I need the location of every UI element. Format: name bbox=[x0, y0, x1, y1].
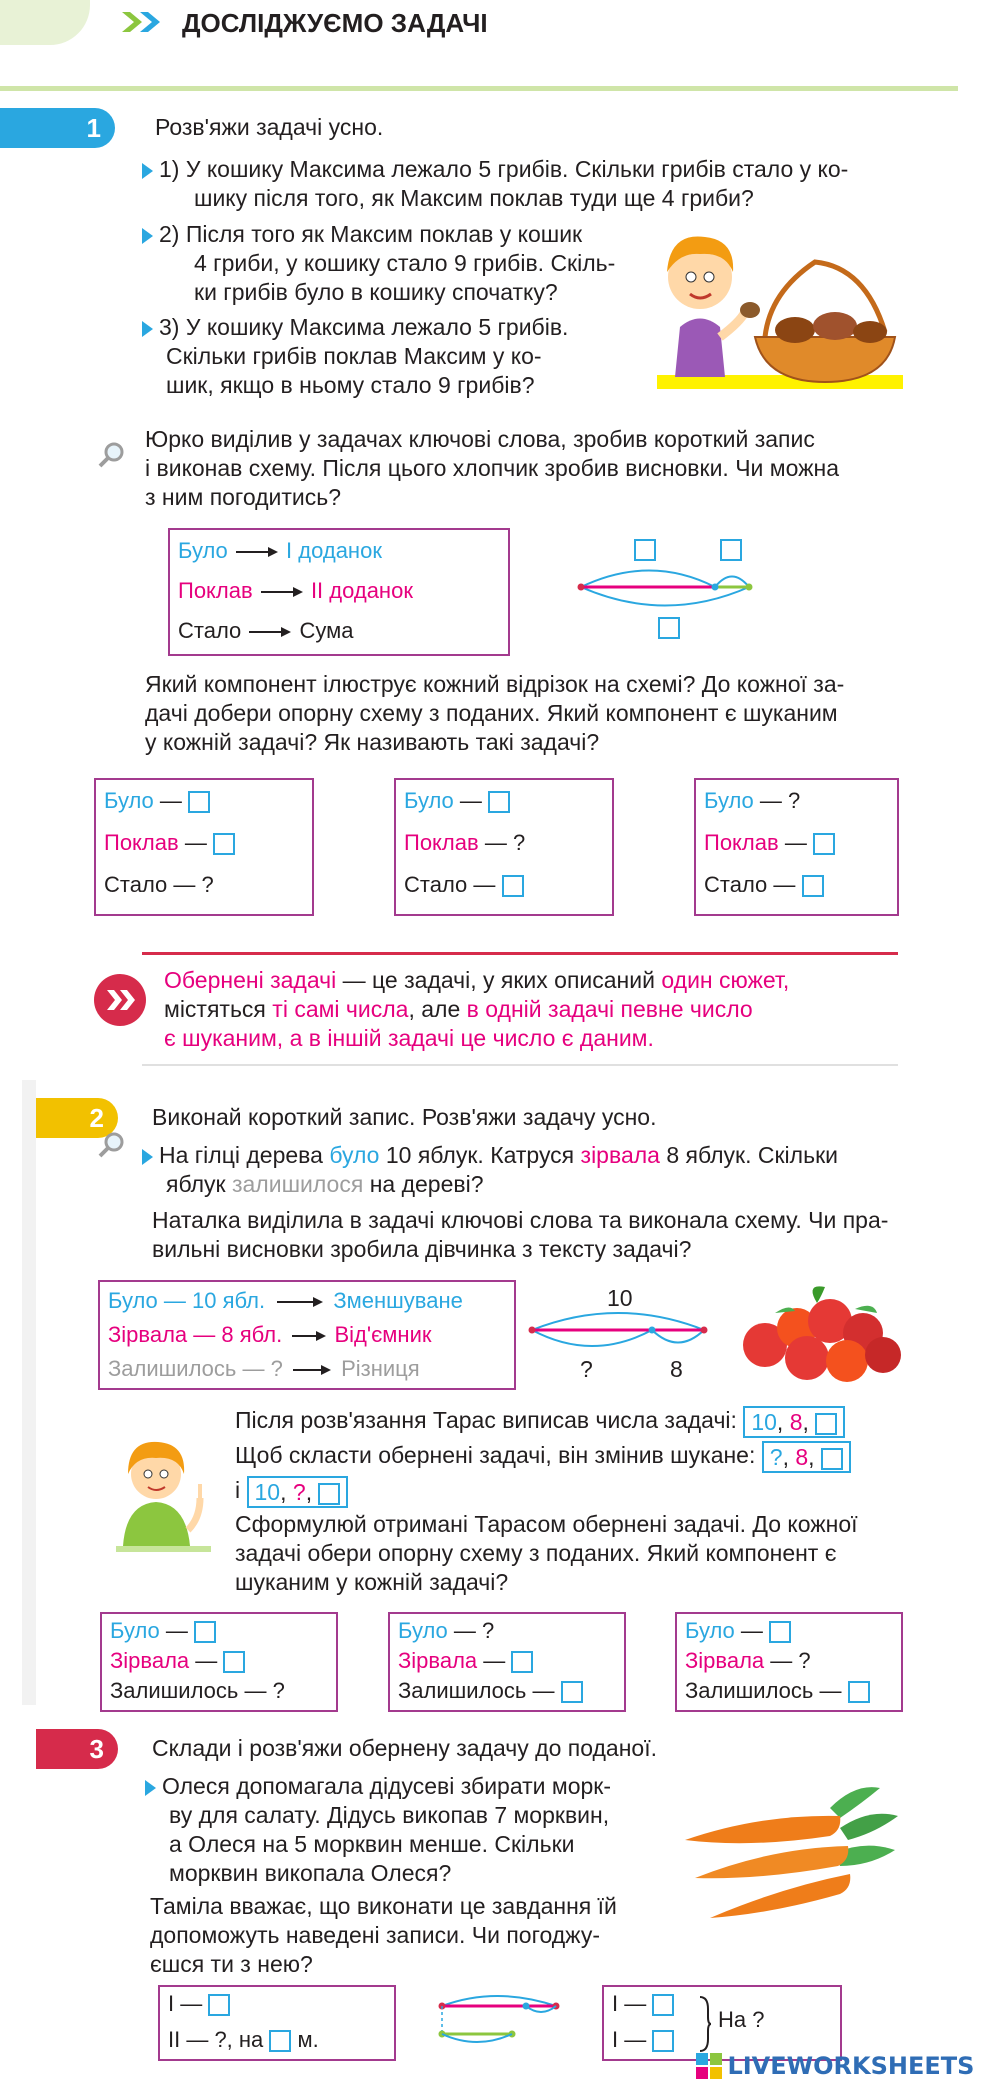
numbers-box: ?, 8, bbox=[762, 1441, 851, 1473]
task3-segment-diagram bbox=[436, 1986, 566, 2056]
page-title: ДОСЛІДЖУЄМО ЗАДАЧІ bbox=[182, 8, 488, 38]
arrow-right-icon bbox=[289, 1364, 335, 1376]
taras-line-3: і 10, ?, bbox=[235, 1476, 348, 1508]
task1-option-c: Було — ? Поклав — Стало — bbox=[694, 778, 899, 916]
task2-seg-8-label: 8 bbox=[670, 1356, 683, 1382]
task2-option-c: Було — Зірвала — ? Залишилось — bbox=[675, 1612, 903, 1712]
task2-seg-top-label: 10 bbox=[607, 1285, 633, 1311]
bullet-arrow-icon bbox=[142, 163, 153, 179]
answer-box[interactable] bbox=[208, 1994, 230, 2016]
rule-top-line bbox=[142, 952, 898, 955]
answer-box[interactable] bbox=[213, 833, 235, 855]
answer-box[interactable] bbox=[813, 833, 835, 855]
taras-line-2: Щоб скласти обернені задачі, він змінив шукане: ?, 8, bbox=[235, 1441, 851, 1473]
task1-intro: Розв'яжи задачі усно. bbox=[155, 114, 384, 140]
answer-box[interactable] bbox=[561, 1681, 583, 1703]
apples-illustration bbox=[735, 1283, 905, 1383]
header-divider bbox=[0, 86, 958, 91]
rule-arrow-icon bbox=[92, 972, 148, 1028]
numbers-box: 10, ?, bbox=[247, 1476, 349, 1508]
bullet-arrow-icon bbox=[142, 1149, 153, 1165]
task1-segment-diagram bbox=[575, 536, 765, 648]
task2-option-a: Було — Зірвала — Залишилось — ? bbox=[100, 1612, 338, 1712]
answer-box[interactable] bbox=[652, 2030, 674, 2052]
task1-scheme-key: Було І доданок Поклав ІІ доданок Стало Сума bbox=[168, 528, 510, 656]
arrow-right-icon bbox=[288, 1330, 328, 1342]
answer-box[interactable] bbox=[848, 1681, 870, 1703]
answer-box[interactable] bbox=[511, 1651, 533, 1673]
taras-line-1: Після розв'язання Тарас виписав числа задачі: 10, 8, bbox=[235, 1406, 845, 1438]
bullet-arrow-icon bbox=[142, 321, 153, 337]
magnifier-icon bbox=[96, 1130, 126, 1160]
answer-box[interactable] bbox=[769, 1621, 791, 1643]
na-question: На ? bbox=[718, 2007, 765, 2032]
answer-box[interactable] bbox=[815, 1413, 837, 1435]
task2-formulate: Сформулюй отримані Тарасом обернені задачі. До кожної задачі обери опорну схему з поданих. Який компонент є шуканим у кожній задачі? bbox=[235, 1511, 858, 1595]
arrow-right-icon bbox=[234, 546, 280, 558]
liveworksheets-logo-icon bbox=[695, 2052, 723, 2080]
task3-record-a: І — ІІ — ?, на м. bbox=[158, 1985, 396, 2061]
watermark: LIVEWORKSHEETS bbox=[695, 2052, 974, 2084]
task2-intro: Виконай короткий запис. Розв'яжи задачу усно. bbox=[152, 1104, 657, 1130]
bullet-arrow-icon bbox=[142, 228, 153, 244]
task-number-3: 3 bbox=[36, 1729, 118, 1769]
answer-box[interactable] bbox=[269, 2030, 291, 2052]
task2-scheme-key: Було — 10 ябл. Зменшуване Зірвала — 8 ябл. Від'ємник Залишилось — ? Різниця bbox=[98, 1280, 516, 1390]
girl-illustration bbox=[108, 1432, 216, 1554]
answer-box[interactable] bbox=[502, 875, 524, 897]
task1-option-a: Було — Поклав — Стало — ? bbox=[94, 778, 314, 916]
task2-question: Наталка виділила в задачі ключові слова та виконала схему. Чи пра- вильні висновки зробила дівчинка з тексту задачі? bbox=[152, 1207, 889, 1262]
numbers-box: 10, 8, bbox=[743, 1406, 845, 1438]
answer-box[interactable] bbox=[318, 1483, 340, 1505]
task-number-1: 1 bbox=[0, 108, 115, 148]
task2-seg-q-label: ? bbox=[580, 1356, 593, 1382]
carrots-illustration bbox=[680, 1778, 905, 1928]
boy-with-basket-illustration bbox=[655, 222, 905, 392]
magnifier-icon bbox=[96, 440, 126, 470]
task3-intro: Склади і розв'яжи обернену задачу до поданої. bbox=[152, 1735, 657, 1761]
task2-problem: На гілці дерева було 10 яблук. Катруся зірвала 8 яблук. Скільки яблук залишилося на дереві? bbox=[142, 1141, 912, 1199]
rule-text: Обернені задачі — це задачі, у яких описаний один сюжет, містяться ті самі числа, але в одній задачі певне число є шуканим, а в іншій задачі це число є даним. bbox=[164, 967, 790, 1051]
double-chevron-icon bbox=[122, 8, 174, 36]
task2-option-b: Було — ? Зірвала — Залишилось — bbox=[388, 1612, 626, 1712]
answer-box[interactable] bbox=[223, 1651, 245, 1673]
arrow-right-icon bbox=[259, 586, 305, 598]
answer-box[interactable] bbox=[488, 791, 510, 813]
header-band bbox=[0, 0, 90, 45]
task1-problem-3: 3) У кошику Максима лежало 5 грибів. Скільки грибів поклав Максим у ко- шик, якщо в ньому стало 9 грибів? bbox=[142, 313, 642, 400]
task1-question: Який компонент ілюструє кожний відрізок на схемі? До кожної за- дачі добери опорну схему з поданих. Який компонент є шуканим у кожній задачі? Як називають такі задачі? bbox=[145, 671, 845, 755]
yurko-paragraph: Юрко виділив у задачах ключові слова, зробив короткий запис і виконав схему. Після цього хлопчик зробив висновки. Чи можна з ним погодитись? bbox=[145, 426, 840, 510]
task1-problem-2: 2) Після того як Максим поклав у кошик 4 гриби, у кошику стало 9 грибів. Скіль- ки грибів було в кошику спочатку? bbox=[142, 220, 642, 307]
arrow-right-icon bbox=[271, 1296, 327, 1308]
rule-bottom-line bbox=[142, 1064, 898, 1066]
task-number-2: 2 bbox=[36, 1098, 118, 1138]
answer-box[interactable] bbox=[821, 1448, 843, 1470]
task1-option-b: Було — Поклав — ? Стало — bbox=[394, 778, 614, 916]
answer-box[interactable] bbox=[194, 1621, 216, 1643]
task1-problem-1: 1) У кошику Максима лежало 5 грибів. Скільки грибів стало у ко- шику після того, як Максим поклав туди ще 4 гриби? bbox=[142, 155, 902, 213]
task3-question: Таміла вважає, що виконати це завдання їй допоможуть наведені записи. Чи погоджу- єшся ти з нею? bbox=[150, 1893, 617, 1977]
bullet-arrow-icon bbox=[145, 1780, 156, 1796]
task3-problem: Олеся допомагала дідусеві збирати морк- ву для салату. Дідусь викопав 7 морквин, а Олеся на 5 морквин менше. Скільки морквин викопала Олеся? bbox=[145, 1772, 665, 1888]
task2-segment-diagram bbox=[528, 1300, 708, 1360]
answer-box[interactable] bbox=[188, 791, 210, 813]
task2-side-band bbox=[22, 1080, 36, 1705]
answer-box[interactable] bbox=[652, 1994, 674, 2016]
answer-box[interactable] bbox=[802, 875, 824, 897]
arrow-right-icon bbox=[247, 626, 293, 638]
task3-record-b: І — І — На ? bbox=[602, 1985, 842, 2061]
brace-icon bbox=[698, 1995, 712, 2053]
